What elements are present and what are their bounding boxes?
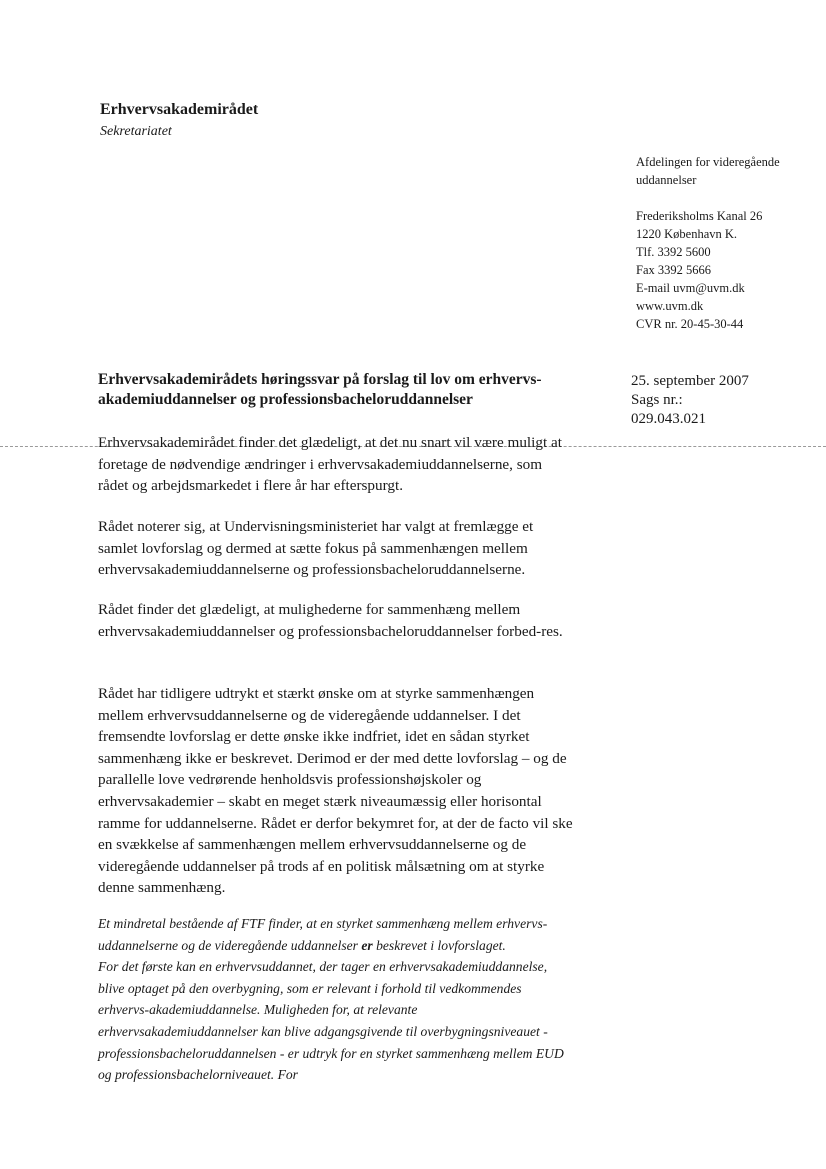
minority-statement-continuation: For det første kan en erhvervsuddannet, der tager en erhvervsakademiuddannelse, blive optaget på den overbygning, som er relevant i forhold til vedkommendes erhvervs-akademiuddannelse. Muligheden for, at relevante erhvervsakademiuddannelser kan blive adgangsgivende til overbygningsniveauet - professionsbacheloruddannelsen - er udtryk for en styrket sammenhæng mellem EUD og professionsbachelorniveauet. For xyxy=(98,959,564,1083)
website: www.uvm.dk xyxy=(636,299,704,313)
letter-date: 25. september 2007 xyxy=(631,373,749,389)
fax-number: Fax 3392 5666 xyxy=(636,263,711,277)
body-paragraph-2: Rådet noterer sig, at Undervisningsministeriet har valgt at fremlægge et samlet lovforslag og dermed at sætte fokus på sammenhængen mellem erhvervsakademiuddannelserne og professionsbacheloruddannelserne. xyxy=(98,518,534,579)
letter-subject: Erhvervsakademirådets høringssvar på forslag til lov om erhvervs-akademiuddannelser og professionsbacheloruddannelser xyxy=(98,371,542,408)
minority-statement-emphasis: er xyxy=(361,937,373,953)
department-block xyxy=(636,153,780,189)
letter-meta xyxy=(631,372,749,429)
cvr-number: CVR nr. 20-45-30-44 xyxy=(636,317,744,331)
body-paragraph-3: Rådet finder det glædeligt, at mulighederne for sammenhæng mellem erhvervsakademiuddannelser og professionsbacheloruddannelser forbed-res. xyxy=(98,601,563,640)
minority-statement-text: Et mindretal bestående af FTF finder, at en styrket sammenhæng mellem erhvervs-uddannelserne og de videregående uddannelser xyxy=(98,916,548,953)
case-number: 029.043.021 xyxy=(631,411,706,427)
postal-address: 1220 København K. xyxy=(636,227,738,241)
street-address: Frederiksholms Kanal 26 xyxy=(636,209,763,223)
minority-statement-text: beskrevet i lovforslaget. xyxy=(372,937,506,953)
body-paragraph-1: Erhvervsakademirådet finder det glædeligt, at det nu snart vil være muligt at foretage de nødvendige ændringer i erhvervsakademiuddannelserne, som rådet og arbejdsmarkedet i flere år har efterspurgt. xyxy=(98,434,562,495)
department-line: uddannelser xyxy=(636,173,697,187)
case-label: Sags nr.: xyxy=(631,392,683,408)
contact-block xyxy=(636,207,762,333)
body-paragraph-4: Rådet har tidligere udtrykt et stærkt ønske om at styrke sammenhængen mellem erhvervsuddannelserne og de videregående uddannelser. I det fremsendte lovforslag er dette ønske ikke indfriet, idet en sådan styrket sammenhæng ikke er beskrevet. Derimod er der med dette lovforslag – og de parallelle love vedrørende henholdsvis professionshøjskoler og erhvervsakademier – skabt en meget stærk niveaumæssig eller horisontal ramme for uddannelserne. Rådet er derfor bekymret for, at der de facto vil ske en svækkelse af sammenhængen mellem erhvervsuddannelserne og de videregående uddannelser på trods af en politisk målsætning om at styrke denne sammenhæng. xyxy=(98,685,573,897)
email-address: E-mail uvm@uvm.dk xyxy=(636,281,745,295)
phone-number: Tlf. 3392 5600 xyxy=(636,245,711,259)
minority-statement xyxy=(98,913,568,1086)
department-line: Afdelingen for videregående xyxy=(636,155,780,169)
organization-subtitle: Sekretariatet xyxy=(100,124,172,139)
organization-name: Erhvervsakademirådet xyxy=(100,101,259,118)
